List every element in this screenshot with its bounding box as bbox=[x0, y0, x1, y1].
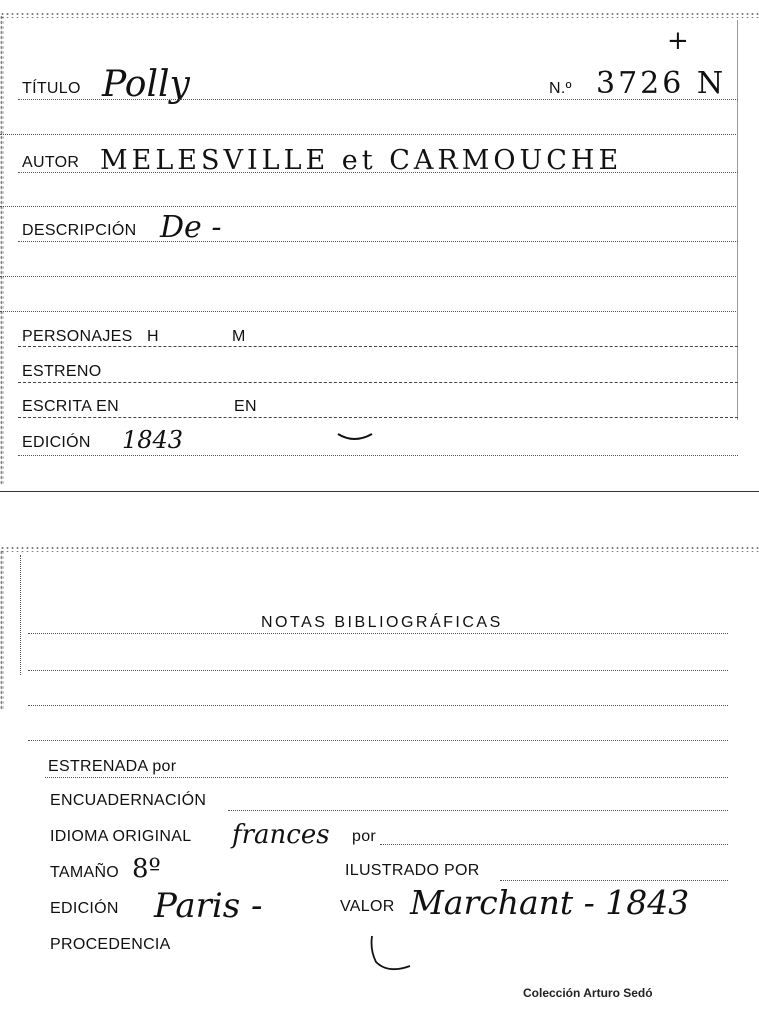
blank-rule-1 bbox=[0, 134, 736, 135]
ilustrado-label: ILUSTRADO POR bbox=[345, 862, 480, 879]
edicion-bottom-label: EDICIÓN bbox=[50, 900, 119, 917]
numero-label: N.º bbox=[549, 80, 572, 97]
card-top-bottom-edge bbox=[0, 491, 759, 492]
tamano-label: TAMAÑO bbox=[50, 864, 120, 881]
idioma-value: frances bbox=[232, 820, 330, 850]
notas-rule-3 bbox=[28, 705, 728, 706]
valor-value: Marchant - 1843 bbox=[410, 883, 690, 922]
titulo-value: Polly bbox=[102, 64, 190, 105]
escrita-en-label: ESCRITA EN bbox=[22, 398, 119, 415]
edicion-bottom-value: Paris - bbox=[154, 886, 263, 926]
personajes-rule bbox=[18, 346, 738, 347]
escrita-en-second-label: EN bbox=[234, 398, 257, 415]
descripcion-label: DESCRIPCIÓN bbox=[22, 222, 137, 239]
autor-rule bbox=[18, 172, 738, 173]
personajes-m-label: M bbox=[232, 328, 246, 345]
edicion-rule bbox=[18, 455, 738, 456]
card-bottom-inner-left-edge bbox=[20, 555, 21, 675]
idioma-rule bbox=[380, 844, 728, 845]
autor-label: AUTOR bbox=[22, 154, 80, 171]
card-right-edge bbox=[737, 20, 738, 420]
card-top-edge bbox=[0, 12, 759, 18]
descripcion-value: De - bbox=[160, 210, 222, 245]
blank-rule-3 bbox=[0, 276, 736, 277]
notas-rule-1 bbox=[28, 633, 728, 634]
catalog-card-bottom bbox=[0, 540, 759, 1028]
escrita-en-rule bbox=[18, 417, 738, 418]
corner-mark: + bbox=[667, 26, 689, 56]
notas-rule-2 bbox=[28, 670, 728, 671]
idioma-por-label: por bbox=[352, 828, 377, 845]
encuadernacion-rule bbox=[228, 810, 728, 811]
estrenada-rule bbox=[45, 777, 728, 778]
encuadernacion-label: ENCUADERNACIÓN bbox=[50, 792, 207, 809]
personajes-h-label: H bbox=[147, 328, 159, 345]
ilustrado-rule bbox=[500, 880, 728, 881]
blank-rule-4 bbox=[0, 311, 736, 312]
titulo-rule bbox=[18, 99, 738, 100]
collection-credit: Colección Arturo Sedó bbox=[523, 986, 653, 1000]
numero-value: 3726 N bbox=[596, 66, 727, 101]
idioma-label: IDIOMA ORIGINAL bbox=[50, 828, 192, 845]
edicion-value: 1843 bbox=[122, 426, 184, 454]
autor-value: MELESVILLE et CARMOUCHE bbox=[100, 145, 623, 176]
card-bottom-left-edge bbox=[0, 550, 4, 710]
catalog-card-top bbox=[0, 0, 759, 495]
notas-heading: NOTAS BIBLIOGRÁFICAS bbox=[261, 614, 503, 631]
valor-label: VALOR bbox=[340, 898, 395, 915]
card-bottom-top-edge bbox=[0, 546, 759, 552]
procedencia-label: PROCEDENCIA bbox=[50, 936, 171, 953]
notas-rule-4 bbox=[28, 740, 728, 741]
blank-rule-2 bbox=[0, 206, 736, 207]
titulo-label: TÍTULO bbox=[22, 80, 81, 97]
estreno-rule bbox=[18, 382, 738, 383]
card-left-edge bbox=[0, 15, 4, 485]
estreno-label: ESTRENO bbox=[22, 363, 102, 380]
tamano-value: 8º bbox=[132, 854, 161, 884]
descripcion-rule bbox=[18, 241, 738, 242]
pen-stroke-mark bbox=[366, 932, 418, 980]
personajes-label: PERSONAJES bbox=[22, 328, 133, 345]
edicion-label: EDICIÓN bbox=[22, 434, 91, 451]
estrenada-label: ESTRENADA por bbox=[48, 758, 177, 775]
pen-stroke-mark bbox=[336, 430, 376, 444]
